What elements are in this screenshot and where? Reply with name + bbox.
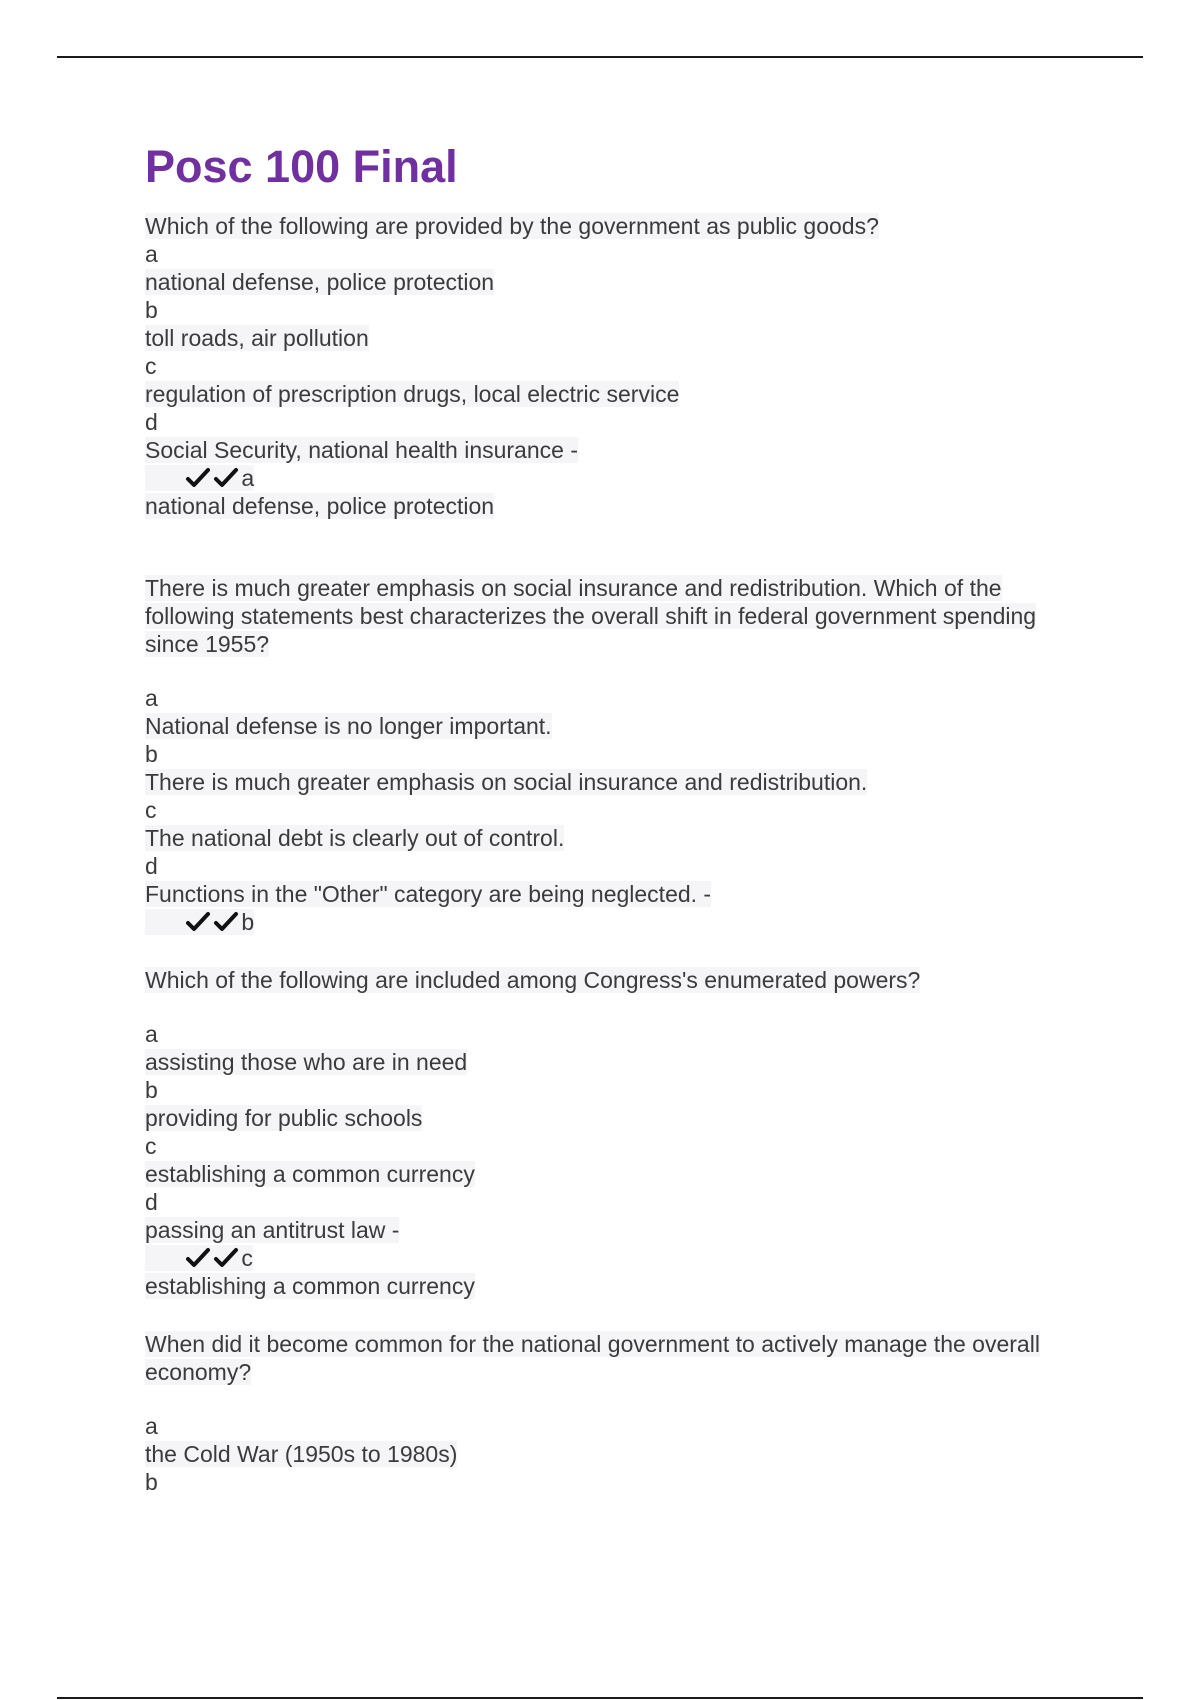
answer-text: national defense, police protection xyxy=(145,493,495,519)
question-text: There is much greater emphasis on social insurance and redistribution. Which of the xyxy=(145,575,1002,601)
question-text: economy? xyxy=(145,1359,252,1385)
answer-text: establishing a common currency xyxy=(145,1273,475,1299)
answer-letter: a xyxy=(241,465,255,491)
option-text: regulation of prescription drugs, local electric service xyxy=(145,381,680,407)
option-text: Functions in the "Other" category are being neglected. - xyxy=(145,881,712,907)
check-icon xyxy=(213,1246,239,1270)
option-letter: a xyxy=(145,241,158,267)
option-letter: d xyxy=(145,853,158,879)
option-letter: a xyxy=(145,1021,158,1047)
option-letter: a xyxy=(145,685,158,711)
question-text: since 1955? xyxy=(145,631,270,657)
check-icon xyxy=(185,466,211,490)
option-letter: b xyxy=(145,1077,158,1103)
option-text: passing an antitrust law - xyxy=(145,1217,400,1243)
answer-letter: b xyxy=(241,909,255,935)
option-letter: b xyxy=(145,741,158,767)
question-block-2 xyxy=(145,574,1095,936)
check-icon xyxy=(185,910,211,934)
check-icon xyxy=(213,466,239,490)
option-letter: a xyxy=(145,1413,158,1439)
top-rule xyxy=(57,56,1143,58)
check-icon xyxy=(213,910,239,934)
option-text: Social Security, national health insurance - xyxy=(145,437,578,463)
question-text: following statements best characterizes the overall shift in federal government spending xyxy=(145,603,1037,629)
option-text: The national debt is clearly out of control. xyxy=(145,825,565,851)
option-text: national defense, police protection xyxy=(145,269,495,295)
option-text: National defense is no longer important. xyxy=(145,713,552,739)
option-letter: d xyxy=(145,409,158,435)
option-text: toll roads, air pollution xyxy=(145,325,369,351)
option-text: providing for public schools xyxy=(145,1105,423,1131)
page-title: Posc 100 Final xyxy=(145,141,458,192)
option-letter: b xyxy=(145,1469,158,1495)
bottom-rule xyxy=(57,1697,1143,1699)
question-text: Which of the following are included among Congress's enumerated powers? xyxy=(145,967,921,993)
question-text: When did it become common for the national government to actively manage the overall xyxy=(145,1331,1040,1357)
option-letter: c xyxy=(145,1133,157,1159)
option-letter: c xyxy=(145,797,157,823)
answer-letter: c xyxy=(241,1245,253,1271)
option-text: the Cold War (1950s to 1980s) xyxy=(145,1441,458,1467)
question-text: Which of the following are provided by the government as public goods? xyxy=(145,213,879,239)
check-icon xyxy=(185,1246,211,1270)
question-block-4 xyxy=(145,1330,1095,1496)
option-letter: d xyxy=(145,1189,158,1215)
option-text: There is much greater emphasis on social insurance and redistribution. xyxy=(145,769,868,795)
option-letter: c xyxy=(145,353,157,379)
option-text: assisting those who are in need xyxy=(145,1049,468,1075)
document-page xyxy=(145,140,1095,1496)
question-block-1 xyxy=(145,212,1095,520)
question-block-3 xyxy=(145,966,1095,1300)
option-text: establishing a common currency xyxy=(145,1161,475,1187)
option-letter: b xyxy=(145,297,158,323)
